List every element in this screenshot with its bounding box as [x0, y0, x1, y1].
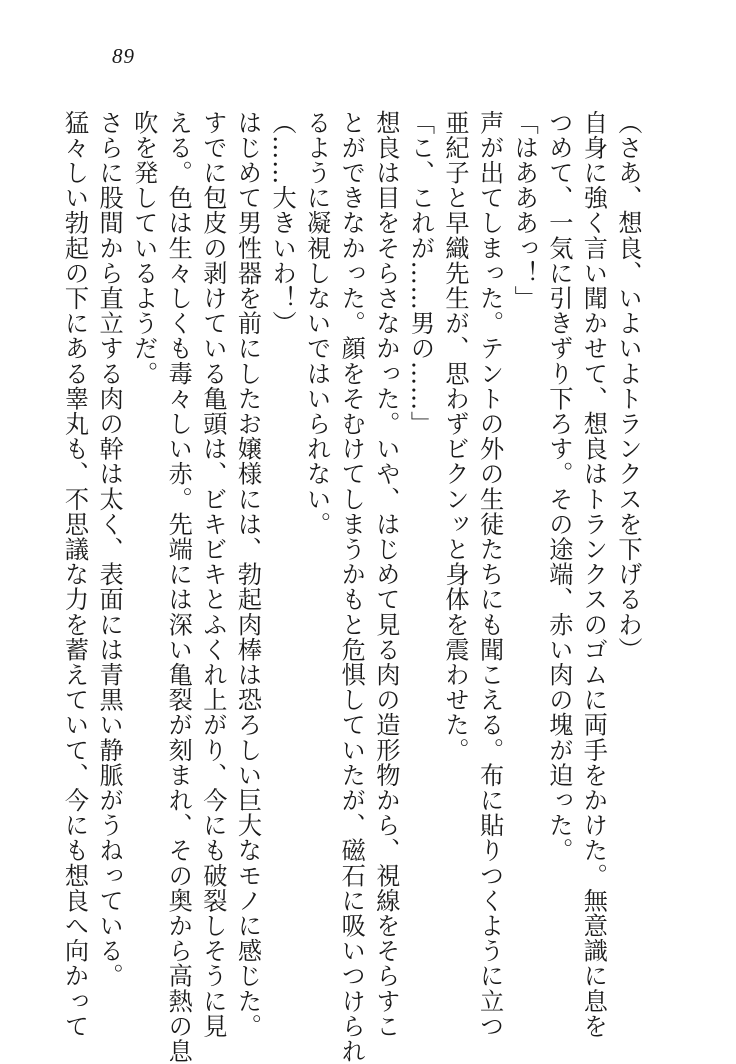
text-line: 声が出てしまった。テントの外の生徒たちにも聞こえる。布に貼りつくように立つ: [475, 110, 504, 1039]
text-line: 亜紀子と早織先生が、思わずビクンッと身体を震わせた。: [441, 110, 470, 763]
text-line: 吹を発しているようだ。: [129, 110, 158, 387]
text-line: 「はあああっ！」: [510, 110, 539, 311]
text-line: さらに股間から直立する肉の幹は太く、表面には青黒い静脈がうねっている。: [95, 110, 124, 989]
text-line: える。色は生々しくも毒々しい赤。先端には深い亀裂が刻まれ、その奥から高熱の息: [164, 110, 193, 1064]
vertical-text-block: [60, 110, 645, 1064]
text-line: 猛々しい勃起の下にある睾丸も、不思議な力を蓄えていて、今にも想良へ向かって: [60, 110, 89, 1039]
text-line: 自身に強く言い聞かせて、想良はトランクスのゴムに両手をかけた。無意識に息を: [579, 110, 608, 1039]
page-number: 89: [112, 44, 135, 68]
text-line: （……大きいわ！）: [268, 110, 297, 336]
text-line: 想良は目をそらさなかった。いや、はじめて見る肉の造形物から、視線をそらすこ: [371, 110, 400, 1039]
text-line: すでに包皮の剥けている亀頭は、ビキビキとふくれ上がり、今にも破裂しそうに見: [198, 110, 227, 1039]
text-line: （さあ、想良、いよいよトランクスを下げるわ）: [614, 110, 642, 663]
text-line: はじめて男性器を前にしたお嬢様には、勃起肉棒は恐ろしい巨大なモノに感じた。: [233, 110, 262, 1039]
text-line: つめて、一気に引きずり下ろす。その途端、赤い肉の塊が迫った。: [544, 110, 573, 863]
text-line: とができなかった。顔をそむけてしまうかもと危惧していたが、磁石に吸いつけられ: [337, 110, 366, 1064]
text-line: 「こ、これが……男の……」: [406, 110, 435, 437]
text-line: るように凝視しないではいられない。: [302, 110, 331, 537]
